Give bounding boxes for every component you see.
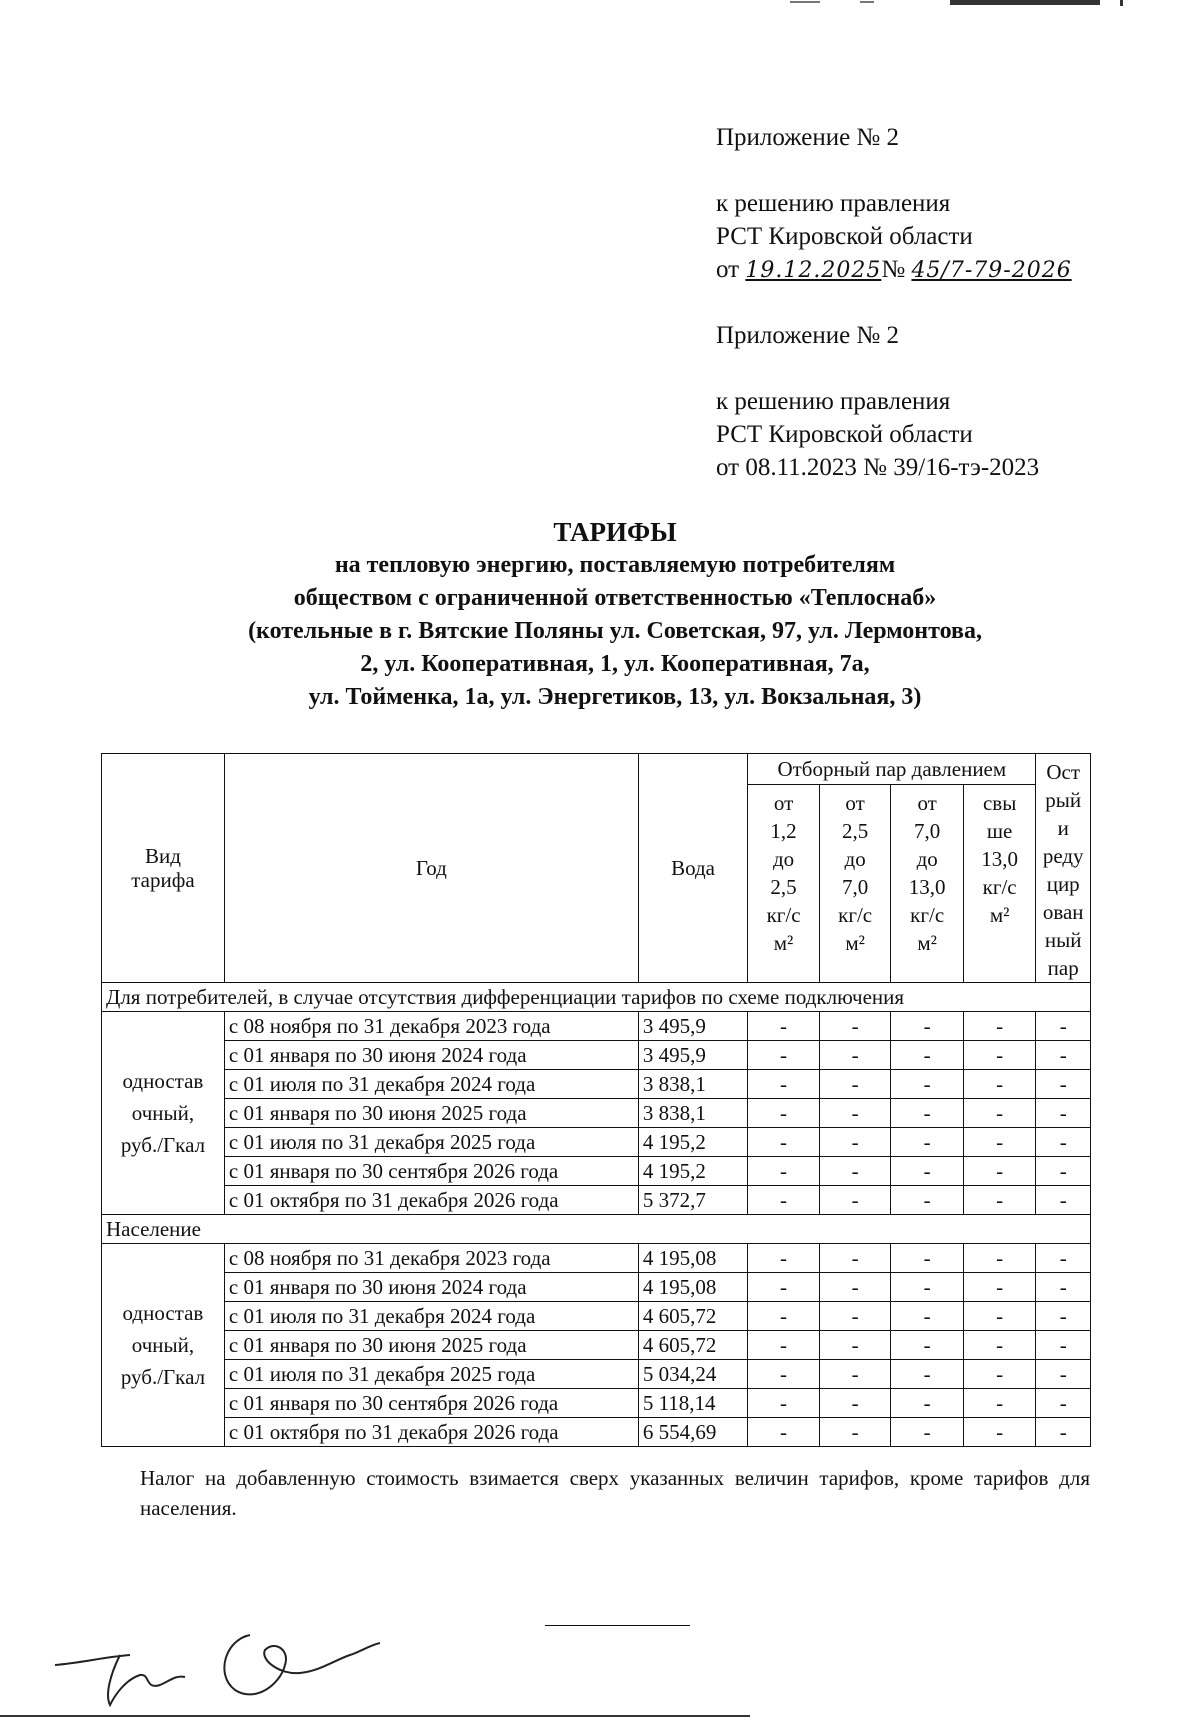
period-cell: с 01 июля по 31 декабря 2024 года [224,1302,638,1331]
value-cell: - [1036,1012,1091,1041]
period-cell: с 01 октября по 31 декабря 2026 года [224,1186,638,1215]
water-cell: 4 195,2 [638,1128,747,1157]
end-line [545,1625,690,1626]
value-cell: - [963,1157,1035,1186]
value-cell: - [748,1041,820,1070]
value-cell: - [891,1360,963,1389]
water-cell: 5 118,14 [638,1389,747,1418]
value-cell: - [748,1012,820,1041]
value-cell: - [1036,1360,1091,1389]
value-cell: - [963,1186,1035,1215]
value-cell: - [819,1418,891,1447]
handwritten-number: 45/7-79-2026 [911,258,1072,283]
table-header-row [102,754,1091,785]
annex-new-line1: к решению правления [716,190,951,217]
header-text: ше [986,819,1013,843]
value-cell: - [1036,1041,1091,1070]
annex-new-title: Приложение № 2 [716,124,900,151]
value-cell: - [748,1099,820,1128]
header-text: до [916,847,938,871]
period-cell: с 01 января по 30 июня 2025 года [224,1099,638,1128]
value-cell: - [819,1157,891,1186]
header-text: реду [1042,844,1084,868]
annex-new-line2: РСТ Кировской области [716,223,973,250]
value-cell: - [819,1041,891,1070]
handwritten-signature [50,1605,390,1715]
header-steam-group: Отборный пар давлением [748,754,1036,785]
value-cell: - [963,1418,1035,1447]
header-text: кг/с [838,903,873,927]
header-text: Ост [1046,760,1081,784]
value-cell: - [748,1244,820,1273]
annex-new-from: от [716,256,740,283]
value-cell: - [891,1273,963,1302]
value-cell: - [819,1273,891,1302]
value-cell: - [1036,1302,1091,1331]
header-text: от [773,791,794,815]
value-cell: - [891,1244,963,1273]
header-text: 13,0 [981,847,1019,871]
header-steam-7-13 [891,785,963,983]
value-cell: - [819,1302,891,1331]
tariff-type-cell [102,1012,225,1215]
tariff-type-text: одностав [122,1301,204,1325]
value-cell: - [963,1041,1035,1070]
water-cell: 4 195,08 [638,1244,747,1273]
header-text: кг/с [910,903,945,927]
header-text: кг/с [982,875,1017,899]
water-cell: 4 605,72 [638,1302,747,1331]
table-row [102,1070,1091,1099]
value-cell: - [1036,1099,1091,1128]
value-cell: - [963,1012,1035,1041]
water-cell: 3 838,1 [638,1070,747,1099]
header-text: 2,5 [842,819,869,843]
value-cell: - [748,1418,820,1447]
value-cell: - [891,1128,963,1157]
header-sharp-steam [1036,754,1091,983]
value-cell: - [1036,1418,1091,1447]
header-steam-over-13 [963,785,1035,983]
section-title: Для потребителей, в случае отсутствия дифференциации тарифов по схеме подключения [102,983,1091,1012]
header-text: ный [1044,928,1082,952]
header-year: Год [224,754,638,983]
header-text: свы [982,791,1017,815]
value-cell: - [891,1099,963,1128]
table-row [102,1273,1091,1302]
water-cell: 5 034,24 [638,1360,747,1389]
table-row [102,1186,1091,1215]
table-row [102,1128,1091,1157]
header-text: до [844,847,866,871]
header-text: 13,0 [908,875,946,899]
value-cell: - [819,1128,891,1157]
value-cell: - [819,1099,891,1128]
annex-new-date-line [716,253,1072,287]
number-sign: № [881,256,906,283]
value-cell: - [891,1418,963,1447]
value-cell: - [748,1186,820,1215]
value-cell: - [1036,1273,1091,1302]
header-text: 7,0 [842,875,869,899]
annex-old-line3: от 08.11.2023 № 39/16-тэ-2023 [716,454,1040,481]
value-cell: - [963,1070,1035,1099]
value-cell: - [748,1128,820,1157]
tariff-type-text: очный, [131,1101,195,1125]
header-text: рый [1045,788,1082,812]
value-cell: - [963,1273,1035,1302]
header-text: и [1057,816,1069,840]
table-row [102,1099,1091,1128]
value-cell: - [1036,1244,1091,1273]
value-cell: - [748,1360,820,1389]
document-heading [60,515,1170,714]
value-cell: - [891,1186,963,1215]
value-cell: - [1036,1070,1091,1099]
section-row [102,983,1091,1012]
annex-old-line2: РСТ Кировской области [716,421,973,448]
table-row [102,1012,1091,1041]
scan-artifact [790,0,1130,6]
annex-new [716,121,1072,287]
value-cell: - [819,1070,891,1099]
heading-line: ул. Тойменка, 1а, ул. Энергетиков, 13, ул. Вокзальная, 3) [308,684,922,710]
value-cell: - [748,1302,820,1331]
value-cell: - [748,1157,820,1186]
header-text: тарифа [131,868,195,892]
value-cell: - [891,1157,963,1186]
header-text: м² [773,931,794,955]
header-text: цир [1046,872,1080,896]
header-text: 2,5 [770,875,797,899]
header-text: м² [917,931,937,955]
header-text: кг/с [766,903,801,927]
annex-old [716,319,1039,484]
value-cell: - [819,1389,891,1418]
header-text: от [917,791,937,815]
table-row [102,1360,1091,1389]
value-cell: - [819,1012,891,1041]
annex-old-line1: к решению правления [716,388,951,415]
value-cell: - [819,1186,891,1215]
document-title: ТАРИФЫ [553,517,677,547]
value-cell: - [819,1244,891,1273]
table-row [102,1302,1091,1331]
value-cell: - [891,1331,963,1360]
value-cell: - [963,1128,1035,1157]
tariff-type-text: одностав [122,1069,204,1093]
value-cell: - [963,1302,1035,1331]
value-cell: - [748,1273,820,1302]
value-cell: - [1036,1157,1091,1186]
header-text: м² [845,931,865,955]
value-cell: - [1036,1389,1091,1418]
period-cell: с 01 июля по 31 декабря 2024 года [224,1070,638,1099]
value-cell: - [963,1244,1035,1273]
period-cell: с 01 июля по 31 декабря 2025 года [224,1128,638,1157]
period-cell: с 01 января по 30 сентября 2026 года [224,1157,638,1186]
header-text: пар [1047,956,1079,980]
header-steam-1-2-5 [748,785,820,983]
table-row [102,1244,1091,1273]
value-cell: - [1036,1186,1091,1215]
annex-old-title: Приложение № 2 [716,322,900,349]
section-title: Население [102,1215,1091,1244]
value-cell: - [891,1070,963,1099]
period-cell: с 01 октября по 31 декабря 2026 года [224,1418,638,1447]
value-cell: - [1036,1128,1091,1157]
water-cell: 4 195,08 [638,1273,747,1302]
vat-note: Налог на добавленную стоимость взимается сверх указанных величин тарифов, кроме тарифов для населения. [140,1466,1090,1520]
value-cell: - [748,1070,820,1099]
water-cell: 6 554,69 [638,1418,747,1447]
water-cell: 3 495,9 [638,1012,747,1041]
value-cell: - [963,1360,1035,1389]
tariff-table [101,753,1091,1447]
header-text: до [772,847,795,871]
bottom-rule [0,1715,750,1717]
table-row [102,1331,1091,1360]
value-cell: - [891,1012,963,1041]
header-text: ован [1042,900,1084,924]
header-text: м² [989,903,1010,927]
heading-line: 2, ул. Кооперативная, 1, ул. Кооперативная, 7а, [360,651,870,677]
value-cell: - [891,1041,963,1070]
table-row [102,1389,1091,1418]
tariff-type-text: руб./Гкал [120,1365,206,1389]
handwritten-date: 19.12.2025 [745,258,882,283]
header-tariff-type [102,754,225,983]
value-cell: - [891,1389,963,1418]
value-cell: - [1036,1331,1091,1360]
period-cell: с 08 ноября по 31 декабря 2023 года [224,1012,638,1041]
header-text: от [845,791,865,815]
tariff-type-text: руб./Гкал [120,1133,206,1157]
value-cell: - [819,1331,891,1360]
water-cell: 3 495,9 [638,1041,747,1070]
table-row [102,1418,1091,1447]
tariff-type-cell [102,1244,225,1447]
heading-line: обществом с ограниченной ответственностью «Теплоснаб» [293,585,937,611]
header-water: Вода [638,754,747,983]
heading-line: на тепловую энергию, поставляемую потребителям [334,552,896,578]
period-cell: с 01 января по 30 сентября 2026 года [224,1389,638,1418]
period-cell: с 01 января по 30 июня 2024 года [224,1041,638,1070]
water-cell: 5 372,7 [638,1186,747,1215]
value-cell: - [963,1099,1035,1128]
period-cell: с 01 января по 30 июня 2024 года [224,1273,638,1302]
table-row [102,1041,1091,1070]
water-cell: 3 838,1 [638,1099,747,1128]
heading-line: (котельные в г. Вятские Поляны ул. Советская, 97, ул. Лермонтова, [248,618,982,644]
water-cell: 4 605,72 [638,1331,747,1360]
period-cell: с 08 ноября по 31 декабря 2023 года [224,1244,638,1273]
header-text: 7,0 [914,819,941,843]
section-row [102,1215,1091,1244]
period-cell: с 01 января по 30 июня 2025 года [224,1331,638,1360]
header-steam-2-5-7 [819,785,891,983]
value-cell: - [748,1331,820,1360]
value-cell: - [963,1389,1035,1418]
value-cell: - [891,1302,963,1331]
value-cell: - [963,1331,1035,1360]
header-text: Вид [144,844,181,868]
water-cell: 4 195,2 [638,1157,747,1186]
value-cell: - [819,1360,891,1389]
header-text: 1,2 [770,819,797,843]
tariff-type-text: очный, [131,1333,195,1357]
value-cell: - [748,1389,820,1418]
period-cell: с 01 июля по 31 декабря 2025 года [224,1360,638,1389]
table-row [102,1157,1091,1186]
